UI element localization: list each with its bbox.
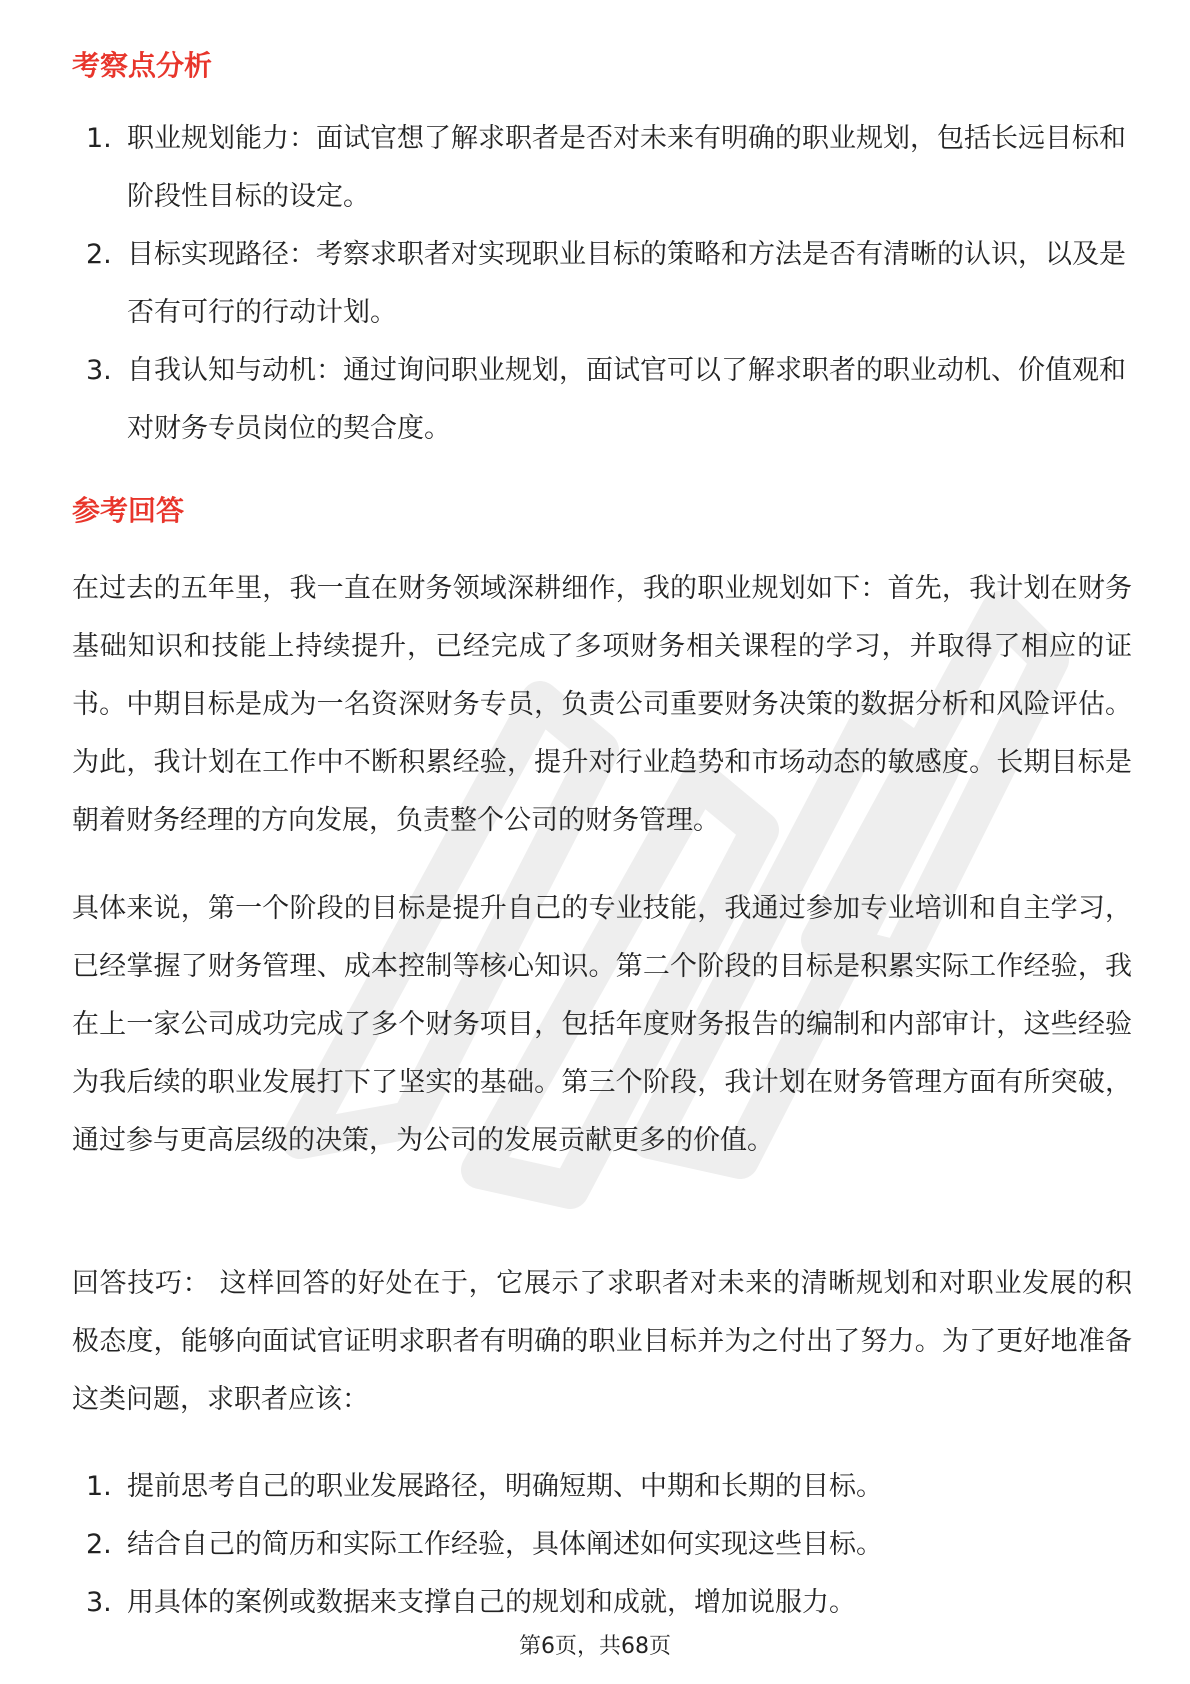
list-item-number: 3. [86, 355, 112, 386]
list-item-text: 职业规划能力：面试官想了解求职者是否对未来有明确的职业规划，包括长远目标和阶段性目标的设定。 [127, 123, 1126, 212]
list-item-text: 提前思考自己的职业发展路径，明确短期、中期和长期的目标。 [127, 1471, 883, 1502]
list-item [72, 1458, 1132, 1516]
list-item [72, 226, 1132, 342]
list-item-text: 结合自己的简历和实际工作经验，具体阐述如何实现这些目标。 [127, 1529, 883, 1560]
list-item-text: 用具体的案例或数据来支撑自己的规划和成就，增加说服力。 [127, 1587, 856, 1618]
list-item-text: 目标实现路径：考察求职者对实现职业目标的策略和方法是否有清晰的认识，以及是否有可行的行动计划。 [127, 239, 1126, 328]
answer-paragraph: 具体来说，第一个阶段的目标是提升自己的专业技能，我通过参加专业培训和自主学习，已经掌握了财务管理、成本控制等核心知识。第二个阶段的目标是积累实际工作经验，我在上一家公司成功完成了多个财务项目，包括年度财务报告的编制和内部审计，这些经验为我后续的职业发展打下了坚实的基础。第三个阶段，我计划在财务管理方面有所突破，通过参与更高层级的决策，为公司的发展贡献更多的价值。 [72, 893, 1132, 1156]
list-item-number: 2. [86, 1529, 112, 1560]
list-item [72, 1516, 1132, 1574]
list-item [72, 1574, 1132, 1632]
answer-tips-paragraph: 回答技巧： 这样回答的好处在于，它展示了求职者对未来的清晰规划和对职业发展的积极态度，能够向面试官证明求职者有明确的职业目标并为之付出了努力。为了更好地准备这类问题，求职者应该： [72, 1268, 1132, 1415]
section-title-analysis: 考察点分析 [72, 49, 213, 82]
list-item-text: 自我认知与动机：通过询问职业规划，面试官可以了解求职者的职业动机、价值观和对财务专员岗位的契合度。 [127, 355, 1126, 444]
page-footer: 第6页，共68页 [519, 1634, 671, 1659]
list-item-number: 1. [86, 1471, 112, 1502]
list-item [72, 342, 1132, 458]
answer-paragraph: 在过去的五年里，我一直在财务领域深耕细作，我的职业规划如下：首先，我计划在财务基础知识和技能上持续提升，已经完成了多项财务相关课程的学习，并取得了相应的证书。中期目标是成为一名资深财务专员，负责公司重要财务决策的数据分析和风险评估。为此，我计划在工作中不断积累经验，提升对行业趋势和市场动态的敏感度。长期目标是朝着财务经理的方向发展，负责整个公司的财务管理。 [72, 573, 1132, 836]
list-item-number: 2. [86, 239, 112, 270]
list-item [72, 110, 1132, 226]
tips-list [72, 1458, 1132, 1632]
list-item-number: 3. [86, 1587, 112, 1618]
analysis-list [72, 110, 1132, 458]
section-title-reference: 参考回答 [72, 494, 185, 527]
list-item-number: 1. [86, 123, 112, 154]
